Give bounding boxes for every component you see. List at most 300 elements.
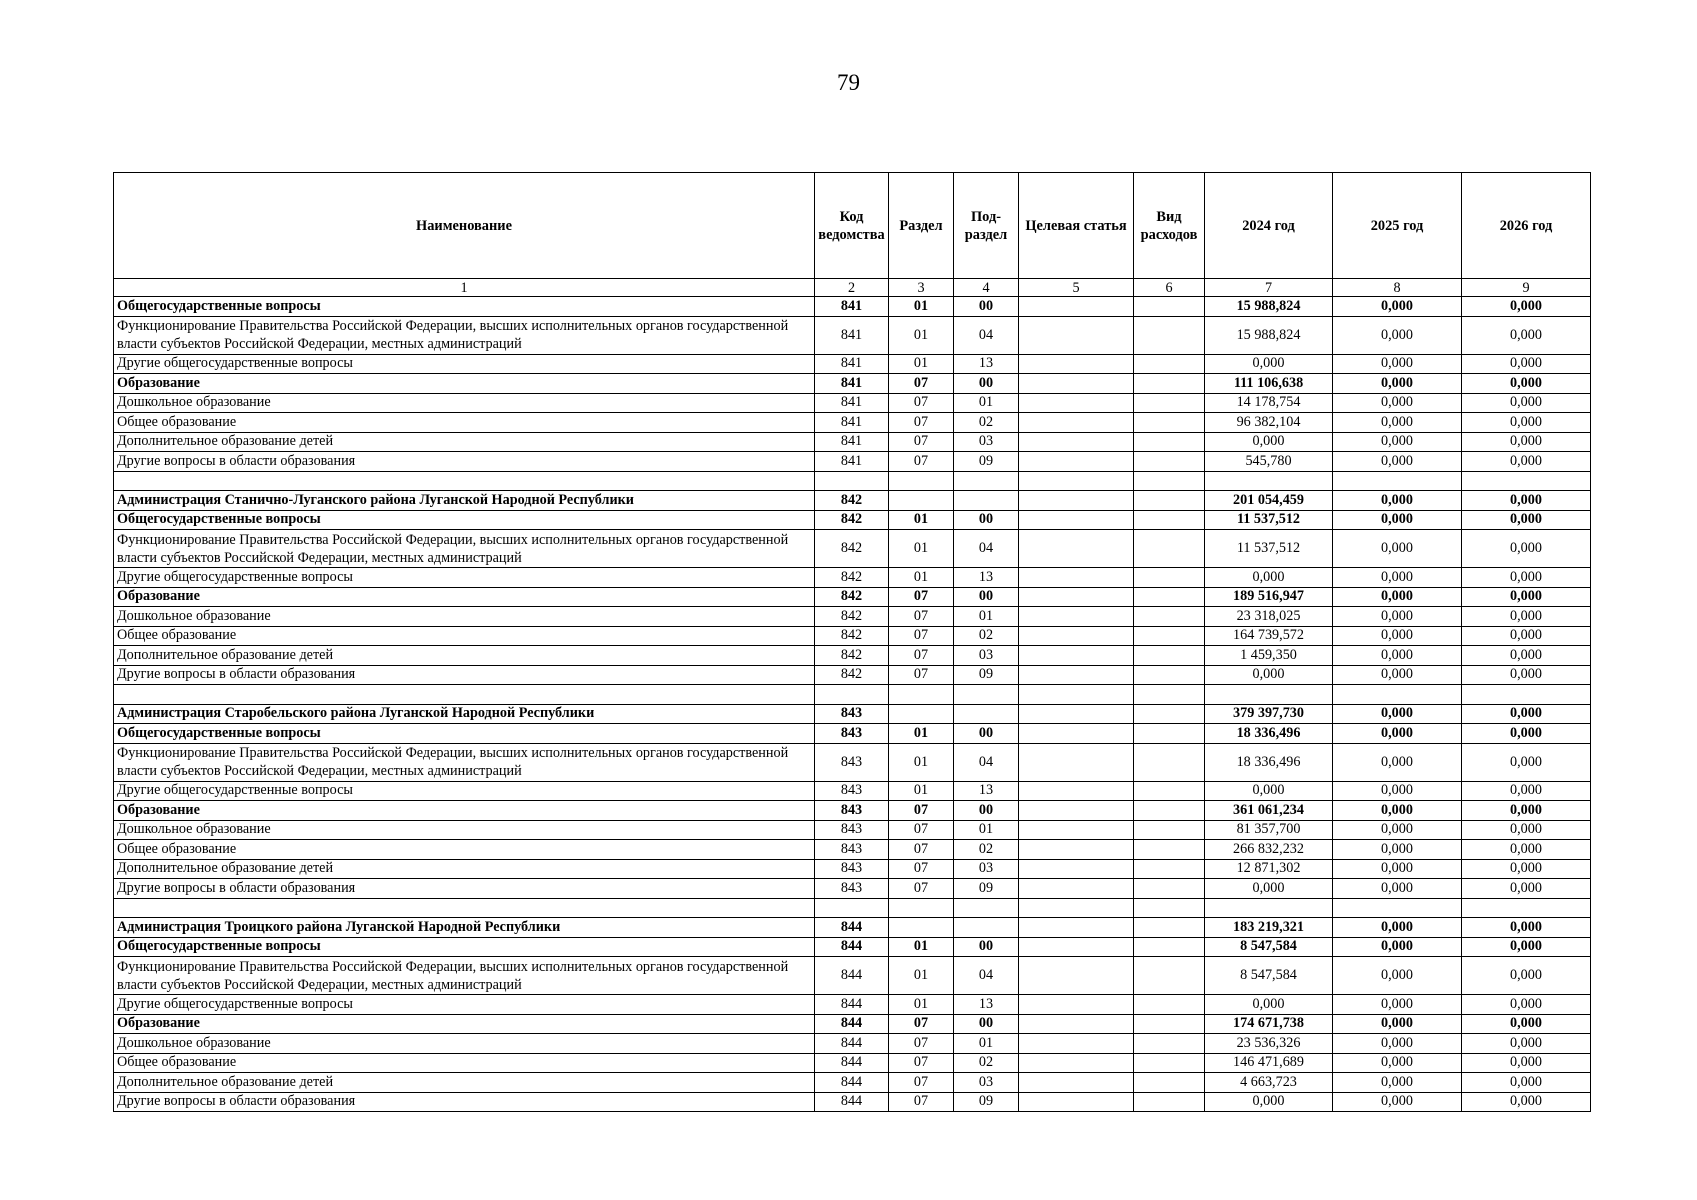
cell-name: Дошкольное образование (114, 393, 815, 413)
cell-dept-code: 844 (815, 1014, 889, 1034)
cell-amount-2025: 0,000 (1333, 530, 1462, 568)
cell-section (889, 491, 954, 511)
table-row (114, 781, 1591, 801)
cell-amount-2025: 0,000 (1333, 704, 1462, 724)
spacer-row (114, 471, 1591, 491)
header-row (114, 173, 1591, 279)
cell-name: Образование (114, 587, 815, 607)
cell-amount-2026: 0,000 (1462, 937, 1591, 957)
cell-expense-type (1134, 1053, 1205, 1073)
cell-amount-2026: 0,000 (1462, 724, 1591, 744)
cell-amount-2024: 96 382,104 (1205, 413, 1333, 433)
cell-subsection: 04 (954, 316, 1019, 354)
table-row (114, 937, 1591, 957)
cell-amount-2026: 0,000 (1462, 1053, 1591, 1073)
cell-target-item (1019, 957, 1134, 995)
cell-target-item (1019, 491, 1134, 511)
cell-dept-code (815, 898, 889, 918)
cell-section: 01 (889, 743, 954, 781)
cell-expense-type (1134, 704, 1205, 724)
cell-amount-2024 (1205, 471, 1333, 491)
cell-amount-2025: 0,000 (1333, 1092, 1462, 1112)
cell-name: Функционирование Правительства Российской Федерации, высших исполнительных органов государственной власти субъектов Российской Федерации, местных администраций (114, 743, 815, 781)
cell-target-item (1019, 316, 1134, 354)
cell-name: Общее образование (114, 413, 815, 433)
cell-name: Общее образование (114, 840, 815, 860)
cell-amount-2025: 0,000 (1333, 354, 1462, 374)
cell-amount-2024: 8 547,584 (1205, 937, 1333, 957)
cell-subsection: 09 (954, 452, 1019, 472)
cell-subsection (954, 704, 1019, 724)
cell-expense-type (1134, 898, 1205, 918)
cell-expense-type (1134, 530, 1205, 568)
cell-dept-code: 842 (815, 665, 889, 685)
cell-subsection: 00 (954, 297, 1019, 317)
cell-amount-2026: 0,000 (1462, 316, 1591, 354)
cell-name: Образование (114, 1014, 815, 1034)
cell-amount-2026: 0,000 (1462, 393, 1591, 413)
cell-amount-2024: 0,000 (1205, 995, 1333, 1015)
cell-amount-2024: 201 054,459 (1205, 491, 1333, 511)
table-row (114, 374, 1591, 394)
header-name: Наименование (114, 173, 815, 279)
cell-subsection: 00 (954, 724, 1019, 744)
cell-subsection: 02 (954, 413, 1019, 433)
cell-name: Общегосударственные вопросы (114, 297, 815, 317)
cell-amount-2024: 12 871,302 (1205, 859, 1333, 879)
cell-subsection: 13 (954, 354, 1019, 374)
cell-name: Общегосударственные вопросы (114, 510, 815, 530)
cell-expense-type (1134, 452, 1205, 472)
cell-name: Общее образование (114, 1053, 815, 1073)
cell-target-item (1019, 840, 1134, 860)
cell-target-item (1019, 568, 1134, 588)
table-row (114, 840, 1591, 860)
cell-amount-2025: 0,000 (1333, 432, 1462, 452)
cell-dept-code: 841 (815, 413, 889, 433)
cell-amount-2025: 0,000 (1333, 316, 1462, 354)
cell-amount-2025: 0,000 (1333, 568, 1462, 588)
cell-expense-type (1134, 918, 1205, 938)
cell-dept-code: 842 (815, 626, 889, 646)
header-subsection: Под-раздел (954, 173, 1019, 279)
cell-section: 07 (889, 665, 954, 685)
table-row (114, 510, 1591, 530)
cell-dept-code: 841 (815, 316, 889, 354)
cell-amount-2025: 0,000 (1333, 1014, 1462, 1034)
cell-amount-2024: 8 547,584 (1205, 957, 1333, 995)
cell-subsection: 09 (954, 1092, 1019, 1112)
cell-dept-code: 842 (815, 491, 889, 511)
cell-section: 07 (889, 374, 954, 394)
cell-amount-2025: 0,000 (1333, 801, 1462, 821)
header-year-2025: 2025 год (1333, 173, 1462, 279)
cell-subsection: 03 (954, 859, 1019, 879)
cell-amount-2026: 0,000 (1462, 801, 1591, 821)
cell-amount-2025: 0,000 (1333, 781, 1462, 801)
cell-dept-code: 843 (815, 801, 889, 821)
cell-amount-2026 (1462, 898, 1591, 918)
table-row (114, 1092, 1591, 1112)
cell-section: 07 (889, 413, 954, 433)
table-row (114, 491, 1591, 511)
cell-amount-2026: 0,000 (1462, 587, 1591, 607)
cell-subsection: 03 (954, 1073, 1019, 1093)
cell-amount-2025: 0,000 (1333, 840, 1462, 860)
cell-section: 07 (889, 432, 954, 452)
cell-name: Администрация Троицкого района Луганской Народной Республики (114, 918, 815, 938)
table-row (114, 297, 1591, 317)
table-row (114, 743, 1591, 781)
table-row (114, 801, 1591, 821)
table-row (114, 820, 1591, 840)
cell-name: Другие общегосударственные вопросы (114, 568, 815, 588)
cell-amount-2025: 0,000 (1333, 1073, 1462, 1093)
cell-amount-2024: 4 663,723 (1205, 1073, 1333, 1093)
cell-amount-2026: 0,000 (1462, 1092, 1591, 1112)
cell-amount-2025: 0,000 (1333, 918, 1462, 938)
cell-target-item (1019, 1053, 1134, 1073)
cell-amount-2025 (1333, 685, 1462, 705)
cell-name (114, 685, 815, 705)
cell-subsection: 00 (954, 801, 1019, 821)
cell-amount-2024: 15 988,824 (1205, 316, 1333, 354)
cell-amount-2026: 0,000 (1462, 568, 1591, 588)
table-row (114, 859, 1591, 879)
cell-dept-code: 844 (815, 957, 889, 995)
cell-target-item (1019, 510, 1134, 530)
cell-amount-2026: 0,000 (1462, 820, 1591, 840)
cell-dept-code (815, 685, 889, 705)
cell-amount-2024: 23 318,025 (1205, 607, 1333, 627)
header-expense-type: Вид расходов (1134, 173, 1205, 279)
cell-amount-2026: 0,000 (1462, 665, 1591, 685)
cell-subsection: 04 (954, 530, 1019, 568)
spacer-row (114, 685, 1591, 705)
cell-amount-2026: 0,000 (1462, 743, 1591, 781)
cell-name: Дошкольное образование (114, 607, 815, 627)
cell-name: Другие общегосударственные вопросы (114, 781, 815, 801)
cell-amount-2024: 0,000 (1205, 432, 1333, 452)
cell-expense-type (1134, 879, 1205, 899)
cell-amount-2025: 0,000 (1333, 995, 1462, 1015)
cell-amount-2024: 14 178,754 (1205, 393, 1333, 413)
cell-name: Другие общегосударственные вопросы (114, 995, 815, 1015)
cell-expense-type (1134, 781, 1205, 801)
table-row (114, 704, 1591, 724)
cell-name: Общегосударственные вопросы (114, 724, 815, 744)
cell-name: Дополнительное образование детей (114, 432, 815, 452)
cell-expense-type (1134, 665, 1205, 685)
cell-subsection (954, 918, 1019, 938)
cell-amount-2024: 146 471,689 (1205, 1053, 1333, 1073)
cell-name: Дошкольное образование (114, 1034, 815, 1054)
header-dept-code: Код ведомства (815, 173, 889, 279)
cell-expense-type (1134, 413, 1205, 433)
cell-target-item (1019, 859, 1134, 879)
column-number: 2 (815, 279, 889, 297)
table-row (114, 413, 1591, 433)
cell-amount-2026: 0,000 (1462, 995, 1591, 1015)
cell-amount-2025: 0,000 (1333, 1034, 1462, 1054)
column-number: 9 (1462, 279, 1591, 297)
cell-amount-2026: 0,000 (1462, 704, 1591, 724)
cell-expense-type (1134, 724, 1205, 744)
cell-dept-code: 842 (815, 587, 889, 607)
cell-subsection: 13 (954, 781, 1019, 801)
cell-amount-2024: 0,000 (1205, 568, 1333, 588)
cell-amount-2024: 1 459,350 (1205, 646, 1333, 666)
cell-amount-2024: 0,000 (1205, 879, 1333, 899)
cell-section: 07 (889, 452, 954, 472)
cell-name: Дополнительное образование детей (114, 646, 815, 666)
cell-section (889, 898, 954, 918)
cell-amount-2025: 0,000 (1333, 879, 1462, 899)
column-number: 1 (114, 279, 815, 297)
cell-amount-2026: 0,000 (1462, 781, 1591, 801)
column-number: 7 (1205, 279, 1333, 297)
cell-section: 07 (889, 1034, 954, 1054)
cell-amount-2025 (1333, 471, 1462, 491)
cell-name: Функционирование Правительства Российской Федерации, высших исполнительных органов государственной власти субъектов Российской Федерации, местных администраций (114, 530, 815, 568)
column-number: 8 (1333, 279, 1462, 297)
cell-target-item (1019, 724, 1134, 744)
page-number: 79 (837, 70, 860, 95)
cell-amount-2026: 0,000 (1462, 510, 1591, 530)
cell-name (114, 898, 815, 918)
cell-section: 07 (889, 1073, 954, 1093)
cell-amount-2024: 11 537,512 (1205, 530, 1333, 568)
cell-dept-code: 843 (815, 859, 889, 879)
cell-expense-type (1134, 743, 1205, 781)
cell-target-item (1019, 801, 1134, 821)
cell-target-item (1019, 1073, 1134, 1093)
cell-dept-code: 844 (815, 1053, 889, 1073)
cell-amount-2025: 0,000 (1333, 1053, 1462, 1073)
cell-section: 01 (889, 781, 954, 801)
cell-name: Другие вопросы в области образования (114, 665, 815, 685)
cell-section: 01 (889, 530, 954, 568)
cell-target-item (1019, 937, 1134, 957)
cell-amount-2026: 0,000 (1462, 297, 1591, 317)
cell-target-item (1019, 393, 1134, 413)
cell-amount-2026: 0,000 (1462, 840, 1591, 860)
cell-target-item (1019, 413, 1134, 433)
cell-subsection (954, 898, 1019, 918)
table-row (114, 1073, 1591, 1093)
cell-target-item (1019, 530, 1134, 568)
cell-section: 07 (889, 1053, 954, 1073)
cell-section: 07 (889, 820, 954, 840)
cell-amount-2024: 111 106,638 (1205, 374, 1333, 394)
cell-amount-2025: 0,000 (1333, 646, 1462, 666)
table-row (114, 918, 1591, 938)
cell-target-item (1019, 1092, 1134, 1112)
cell-name: Общегосударственные вопросы (114, 937, 815, 957)
table-row (114, 626, 1591, 646)
cell-amount-2025: 0,000 (1333, 859, 1462, 879)
cell-dept-code: 843 (815, 743, 889, 781)
cell-target-item (1019, 918, 1134, 938)
table-row (114, 587, 1591, 607)
cell-amount-2025: 0,000 (1333, 297, 1462, 317)
cell-subsection: 04 (954, 957, 1019, 995)
cell-name: Дополнительное образование детей (114, 1073, 815, 1093)
column-number: 6 (1134, 279, 1205, 297)
cell-amount-2024: 0,000 (1205, 665, 1333, 685)
table-row (114, 568, 1591, 588)
cell-name: Дополнительное образование детей (114, 859, 815, 879)
cell-amount-2024: 545,780 (1205, 452, 1333, 472)
cell-section: 07 (889, 801, 954, 821)
table-row (114, 724, 1591, 744)
column-number: 3 (889, 279, 954, 297)
cell-subsection: 02 (954, 626, 1019, 646)
cell-dept-code: 844 (815, 995, 889, 1015)
cell-amount-2024: 174 671,738 (1205, 1014, 1333, 1034)
cell-dept-code: 842 (815, 510, 889, 530)
table-row (114, 607, 1591, 627)
cell-subsection: 00 (954, 587, 1019, 607)
cell-amount-2026: 0,000 (1462, 432, 1591, 452)
cell-target-item (1019, 995, 1134, 1015)
cell-amount-2024: 81 357,700 (1205, 820, 1333, 840)
cell-target-item (1019, 432, 1134, 452)
cell-dept-code: 844 (815, 1092, 889, 1112)
cell-dept-code: 841 (815, 432, 889, 452)
cell-expense-type (1134, 297, 1205, 317)
cell-subsection (954, 491, 1019, 511)
table-row (114, 1014, 1591, 1034)
cell-section: 07 (889, 840, 954, 860)
cell-amount-2025: 0,000 (1333, 510, 1462, 530)
cell-amount-2026: 0,000 (1462, 957, 1591, 995)
cell-expense-type (1134, 510, 1205, 530)
cell-dept-code: 842 (815, 530, 889, 568)
cell-expense-type (1134, 587, 1205, 607)
cell-target-item (1019, 646, 1134, 666)
cell-amount-2025: 0,000 (1333, 820, 1462, 840)
cell-target-item (1019, 297, 1134, 317)
cell-dept-code: 844 (815, 1073, 889, 1093)
cell-name: Функционирование Правительства Российской Федерации, высших исполнительных органов государственной власти субъектов Российской Федерации, местных администраций (114, 316, 815, 354)
cell-dept-code: 841 (815, 452, 889, 472)
cell-amount-2025: 0,000 (1333, 374, 1462, 394)
cell-amount-2025: 0,000 (1333, 452, 1462, 472)
cell-dept-code: 844 (815, 1034, 889, 1054)
cell-subsection: 04 (954, 743, 1019, 781)
cell-amount-2026: 0,000 (1462, 530, 1591, 568)
table-body (114, 297, 1591, 1112)
cell-target-item (1019, 704, 1134, 724)
cell-dept-code: 841 (815, 354, 889, 374)
cell-expense-type (1134, 471, 1205, 491)
cell-section (889, 685, 954, 705)
cell-amount-2024: 23 536,326 (1205, 1034, 1333, 1054)
cell-subsection (954, 685, 1019, 705)
cell-dept-code: 843 (815, 704, 889, 724)
cell-subsection: 02 (954, 1053, 1019, 1073)
cell-section: 07 (889, 859, 954, 879)
cell-target-item (1019, 685, 1134, 705)
cell-amount-2024: 0,000 (1205, 781, 1333, 801)
cell-amount-2024: 0,000 (1205, 354, 1333, 374)
cell-section: 01 (889, 937, 954, 957)
cell-amount-2025: 0,000 (1333, 393, 1462, 413)
cell-name: Образование (114, 374, 815, 394)
cell-target-item (1019, 374, 1134, 394)
table-row (114, 432, 1591, 452)
table-header (114, 173, 1591, 297)
cell-section: 07 (889, 607, 954, 627)
cell-amount-2026: 0,000 (1462, 354, 1591, 374)
cell-dept-code: 844 (815, 937, 889, 957)
cell-amount-2024: 18 336,496 (1205, 743, 1333, 781)
cell-subsection: 01 (954, 393, 1019, 413)
cell-amount-2025: 0,000 (1333, 413, 1462, 433)
cell-subsection (954, 471, 1019, 491)
cell-amount-2026: 0,000 (1462, 626, 1591, 646)
table-row (114, 393, 1591, 413)
cell-subsection: 09 (954, 879, 1019, 899)
cell-amount-2024: 164 739,572 (1205, 626, 1333, 646)
cell-target-item (1019, 665, 1134, 685)
cell-subsection: 00 (954, 510, 1019, 530)
cell-section: 07 (889, 587, 954, 607)
cell-name: Общее образование (114, 626, 815, 646)
cell-amount-2026: 0,000 (1462, 413, 1591, 433)
cell-amount-2025: 0,000 (1333, 626, 1462, 646)
cell-expense-type (1134, 607, 1205, 627)
cell-target-item (1019, 354, 1134, 374)
cell-amount-2026: 0,000 (1462, 646, 1591, 666)
cell-section: 01 (889, 568, 954, 588)
cell-dept-code: 843 (815, 820, 889, 840)
cell-name: Другие вопросы в области образования (114, 452, 815, 472)
cell-dept-code: 842 (815, 607, 889, 627)
cell-amount-2026: 0,000 (1462, 374, 1591, 394)
cell-expense-type (1134, 491, 1205, 511)
cell-section: 07 (889, 879, 954, 899)
cell-amount-2024: 15 988,824 (1205, 297, 1333, 317)
cell-expense-type (1134, 354, 1205, 374)
cell-name: Дошкольное образование (114, 820, 815, 840)
table-row (114, 879, 1591, 899)
column-number: 5 (1019, 279, 1134, 297)
spacer-row (114, 898, 1591, 918)
cell-expense-type (1134, 1092, 1205, 1112)
cell-dept-code: 842 (815, 568, 889, 588)
cell-subsection: 03 (954, 646, 1019, 666)
cell-subsection: 03 (954, 432, 1019, 452)
cell-target-item (1019, 587, 1134, 607)
cell-amount-2026: 0,000 (1462, 1034, 1591, 1054)
cell-subsection: 02 (954, 840, 1019, 860)
cell-expense-type (1134, 840, 1205, 860)
cell-amount-2026 (1462, 685, 1591, 705)
cell-dept-code: 842 (815, 646, 889, 666)
table-row (114, 995, 1591, 1015)
cell-expense-type (1134, 859, 1205, 879)
cell-name (114, 471, 815, 491)
cell-name: Функционирование Правительства Российской Федерации, высших исполнительных органов государственной власти субъектов Российской Федерации, местных администраций (114, 957, 815, 995)
cell-section: 01 (889, 354, 954, 374)
cell-amount-2026: 0,000 (1462, 1014, 1591, 1034)
cell-target-item (1019, 471, 1134, 491)
table-row (114, 452, 1591, 472)
cell-dept-code: 841 (815, 374, 889, 394)
cell-section: 01 (889, 316, 954, 354)
